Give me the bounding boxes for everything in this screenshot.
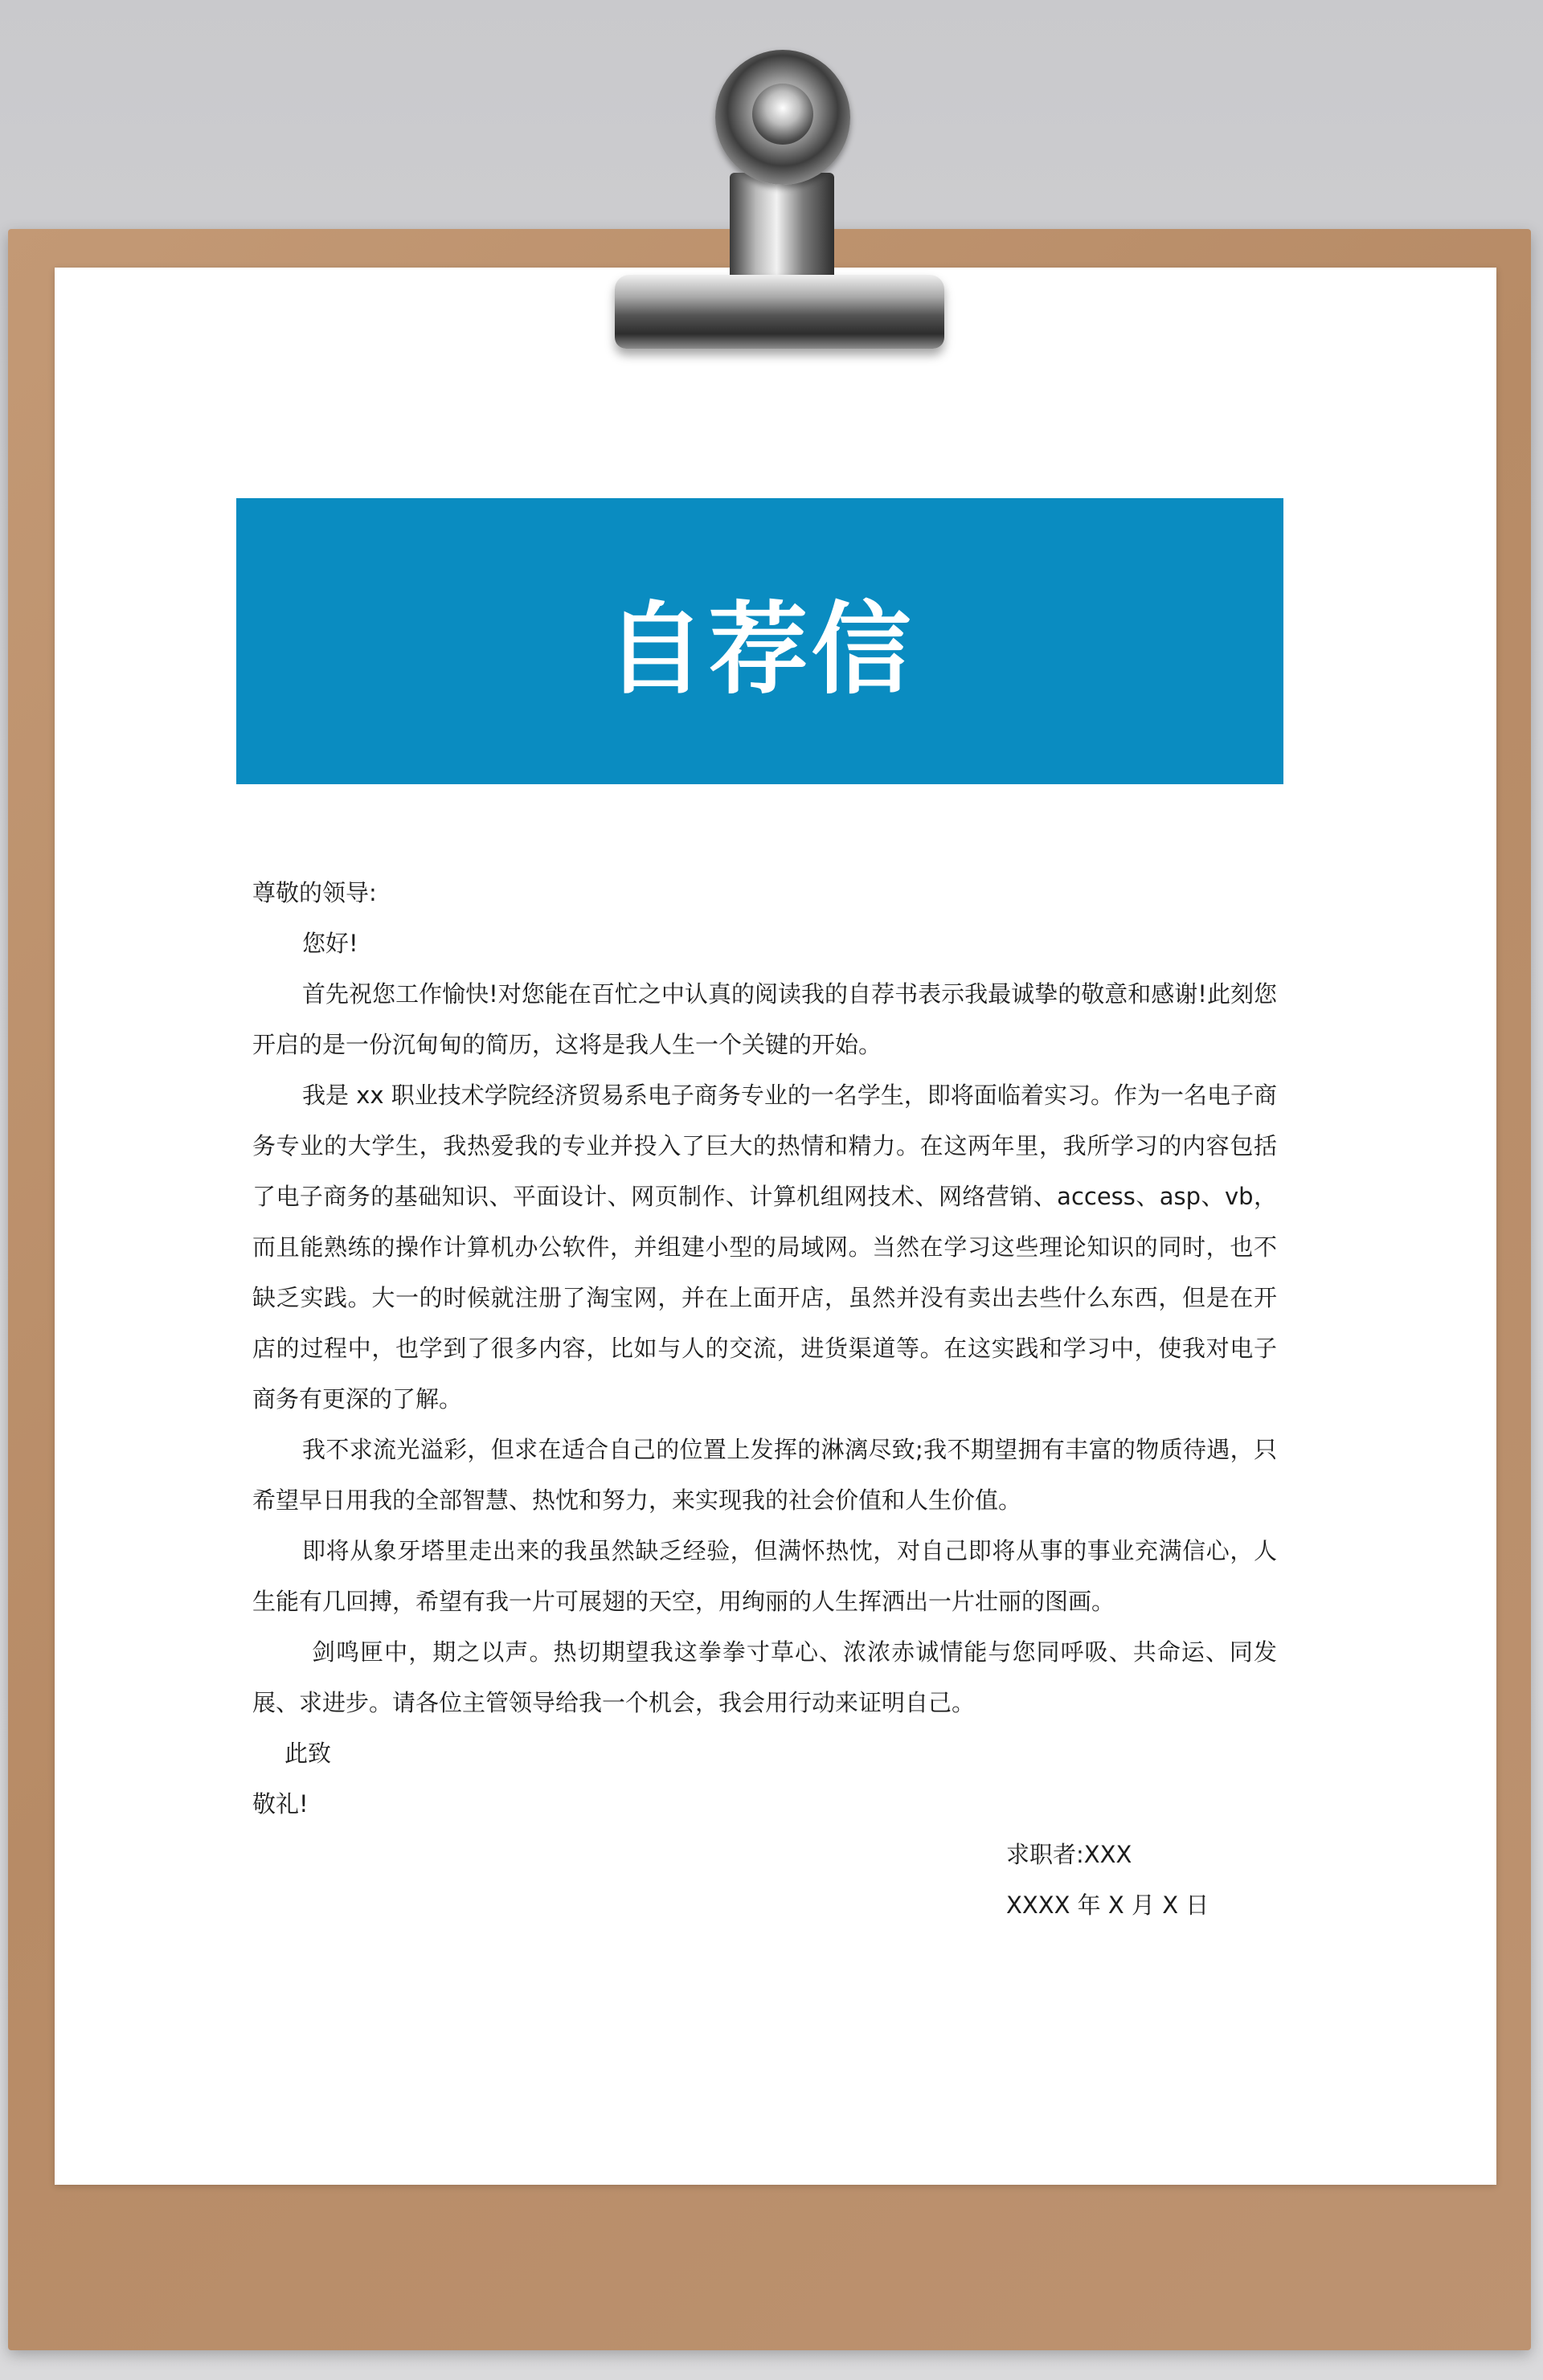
paragraph-5: 剑鸣匣中，期之以声。热切期望我这拳拳寸草心、浓浓赤诚情能与您同呼吸、共命运、同发展、求进步。请各位主管领导给我一个机会，我会用行动来证明自己。 xyxy=(252,1638,1277,1716)
closing-regards: 此致 xyxy=(284,1740,332,1767)
page-title: 自荐信 xyxy=(605,592,915,708)
paragraph-3: 我不求流光溢彩，但求在适合自己的位置上发挥的淋漓尽致;我不期望拥有丰富的物质待遇，只希望早日用我的全部智慧、热忱和努力，来实现我的社会价值和人生价值。 xyxy=(252,1436,1277,1514)
paragraph-1: 首先祝您工作愉快!对您能在百忙之中认真的阅读我的自荐书表示我最诚挚的敬意和感谢!此刻您开启的是一份沉甸甸的简历，这将是我人生一个关键的开始。 xyxy=(252,980,1277,1058)
paragraph-4: 即将从象牙塔里走出来的我虽然缺乏经验，但满怀热忱，对自己即将从事的事业充满信心，人生能有几回搏，希望有我一片可展翅的天空，用绚丽的人生挥洒出一片壮丽的图画。 xyxy=(252,1537,1277,1615)
closing-salute: 敬礼! xyxy=(252,1790,309,1818)
salutation: 尊敬的领导: xyxy=(252,879,377,906)
binder-clip-ring xyxy=(715,50,850,185)
paragraph-2: 我是 xx 职业技术学院经济贸易系电子商务专业的一名学生，即将面临着实习。作为一名电子商务专业的大学生，我热爱我的专业并投入了巨大的热情和精力。在这两年里，我所学习的内容包括了电子商务的基础知识、平面设计、网页制作、计算机组网技术、网络营销、access、asp、vb，而且能熟练的操作计算机办公软件，并组建小型的局域网。当然在学习这些理论知识的同时，也不缺乏实践。大一的时候就注册了淘宝网，并在上面开店，虽然并没有卖出去些什么东西，但是在开店的过程中，也学到了很多内容，比如与人的交流，进货渠道等。在这实践和学习中，使我对电子商务有更深的了解。 xyxy=(252,1082,1277,1413)
letter-date: XXXX 年 X 月 X 日 xyxy=(1006,1891,1209,1919)
signature: 求职者:XXX xyxy=(1006,1841,1132,1868)
letter-body xyxy=(252,868,1277,1931)
binder-clip-base xyxy=(615,275,944,349)
greeting: 您好! xyxy=(302,930,358,957)
binder-clip-hole xyxy=(752,84,813,145)
title-banner xyxy=(236,498,1283,784)
